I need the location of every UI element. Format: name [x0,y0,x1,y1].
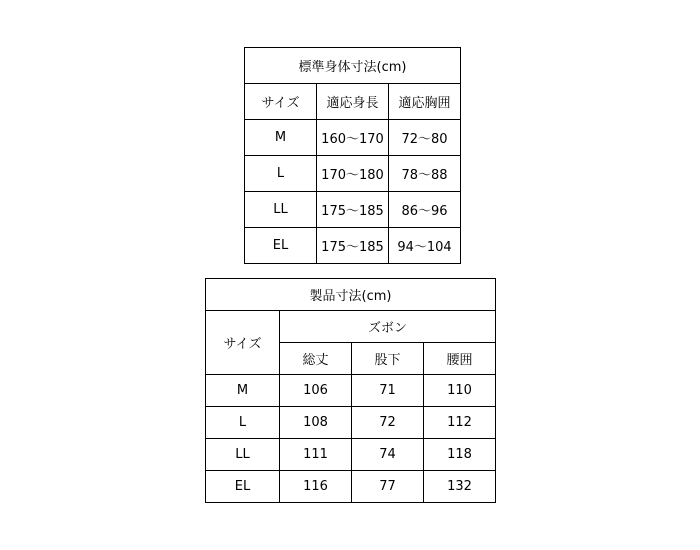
length-cell: 108 [280,407,352,439]
hip-cell: 118 [424,439,496,471]
chest-cell: 72〜80 [389,120,461,156]
inseam-cell: 74 [352,439,424,471]
hip-cell: 112 [424,407,496,439]
chest-cell: 78〜88 [389,156,461,192]
size-cell: LL [206,439,280,471]
length-cell: 111 [280,439,352,471]
table-row [245,120,461,156]
height-cell: 170〜180 [317,156,389,192]
column-header-hip: 腰囲 [424,343,496,375]
column-header-inseam: 股下 [352,343,424,375]
table-row [245,156,461,192]
column-header-chest: 適応胸囲 [389,84,461,120]
length-cell: 116 [280,471,352,503]
table-row [245,228,461,264]
inseam-cell: 77 [352,471,424,503]
height-cell: 175〜185 [317,192,389,228]
body-size-header-row [245,84,461,120]
size-cell: L [245,156,317,192]
size-cell: L [206,407,280,439]
chest-cell: 94〜104 [389,228,461,264]
inseam-cell: 71 [352,375,424,407]
size-cell: M [245,120,317,156]
height-cell: 175〜185 [317,228,389,264]
length-cell: 106 [280,375,352,407]
size-cell: EL [206,471,280,503]
height-cell: 160〜170 [317,120,389,156]
size-cell: EL [245,228,317,264]
group-header-pants: ズボン [280,311,496,343]
column-header-size: サイズ [245,84,317,120]
table-row [206,439,496,471]
inseam-cell: 72 [352,407,424,439]
size-cell: LL [245,192,317,228]
product-size-title: 製品寸法(cm) [206,279,496,311]
chest-cell: 86〜96 [389,192,461,228]
hip-cell: 110 [424,375,496,407]
body-size-title: 標準身体寸法(cm) [245,48,461,84]
size-cell: M [206,375,280,407]
product-size-header-row [206,311,496,343]
product-size-table [205,278,496,503]
table-row [206,375,496,407]
hip-cell: 132 [424,471,496,503]
column-header-size: サイズ [206,311,280,375]
table-row [206,471,496,503]
column-header-height: 適応身長 [317,84,389,120]
table-row [206,407,496,439]
body-size-table [244,47,461,264]
table-row [245,192,461,228]
column-header-length: 総丈 [280,343,352,375]
